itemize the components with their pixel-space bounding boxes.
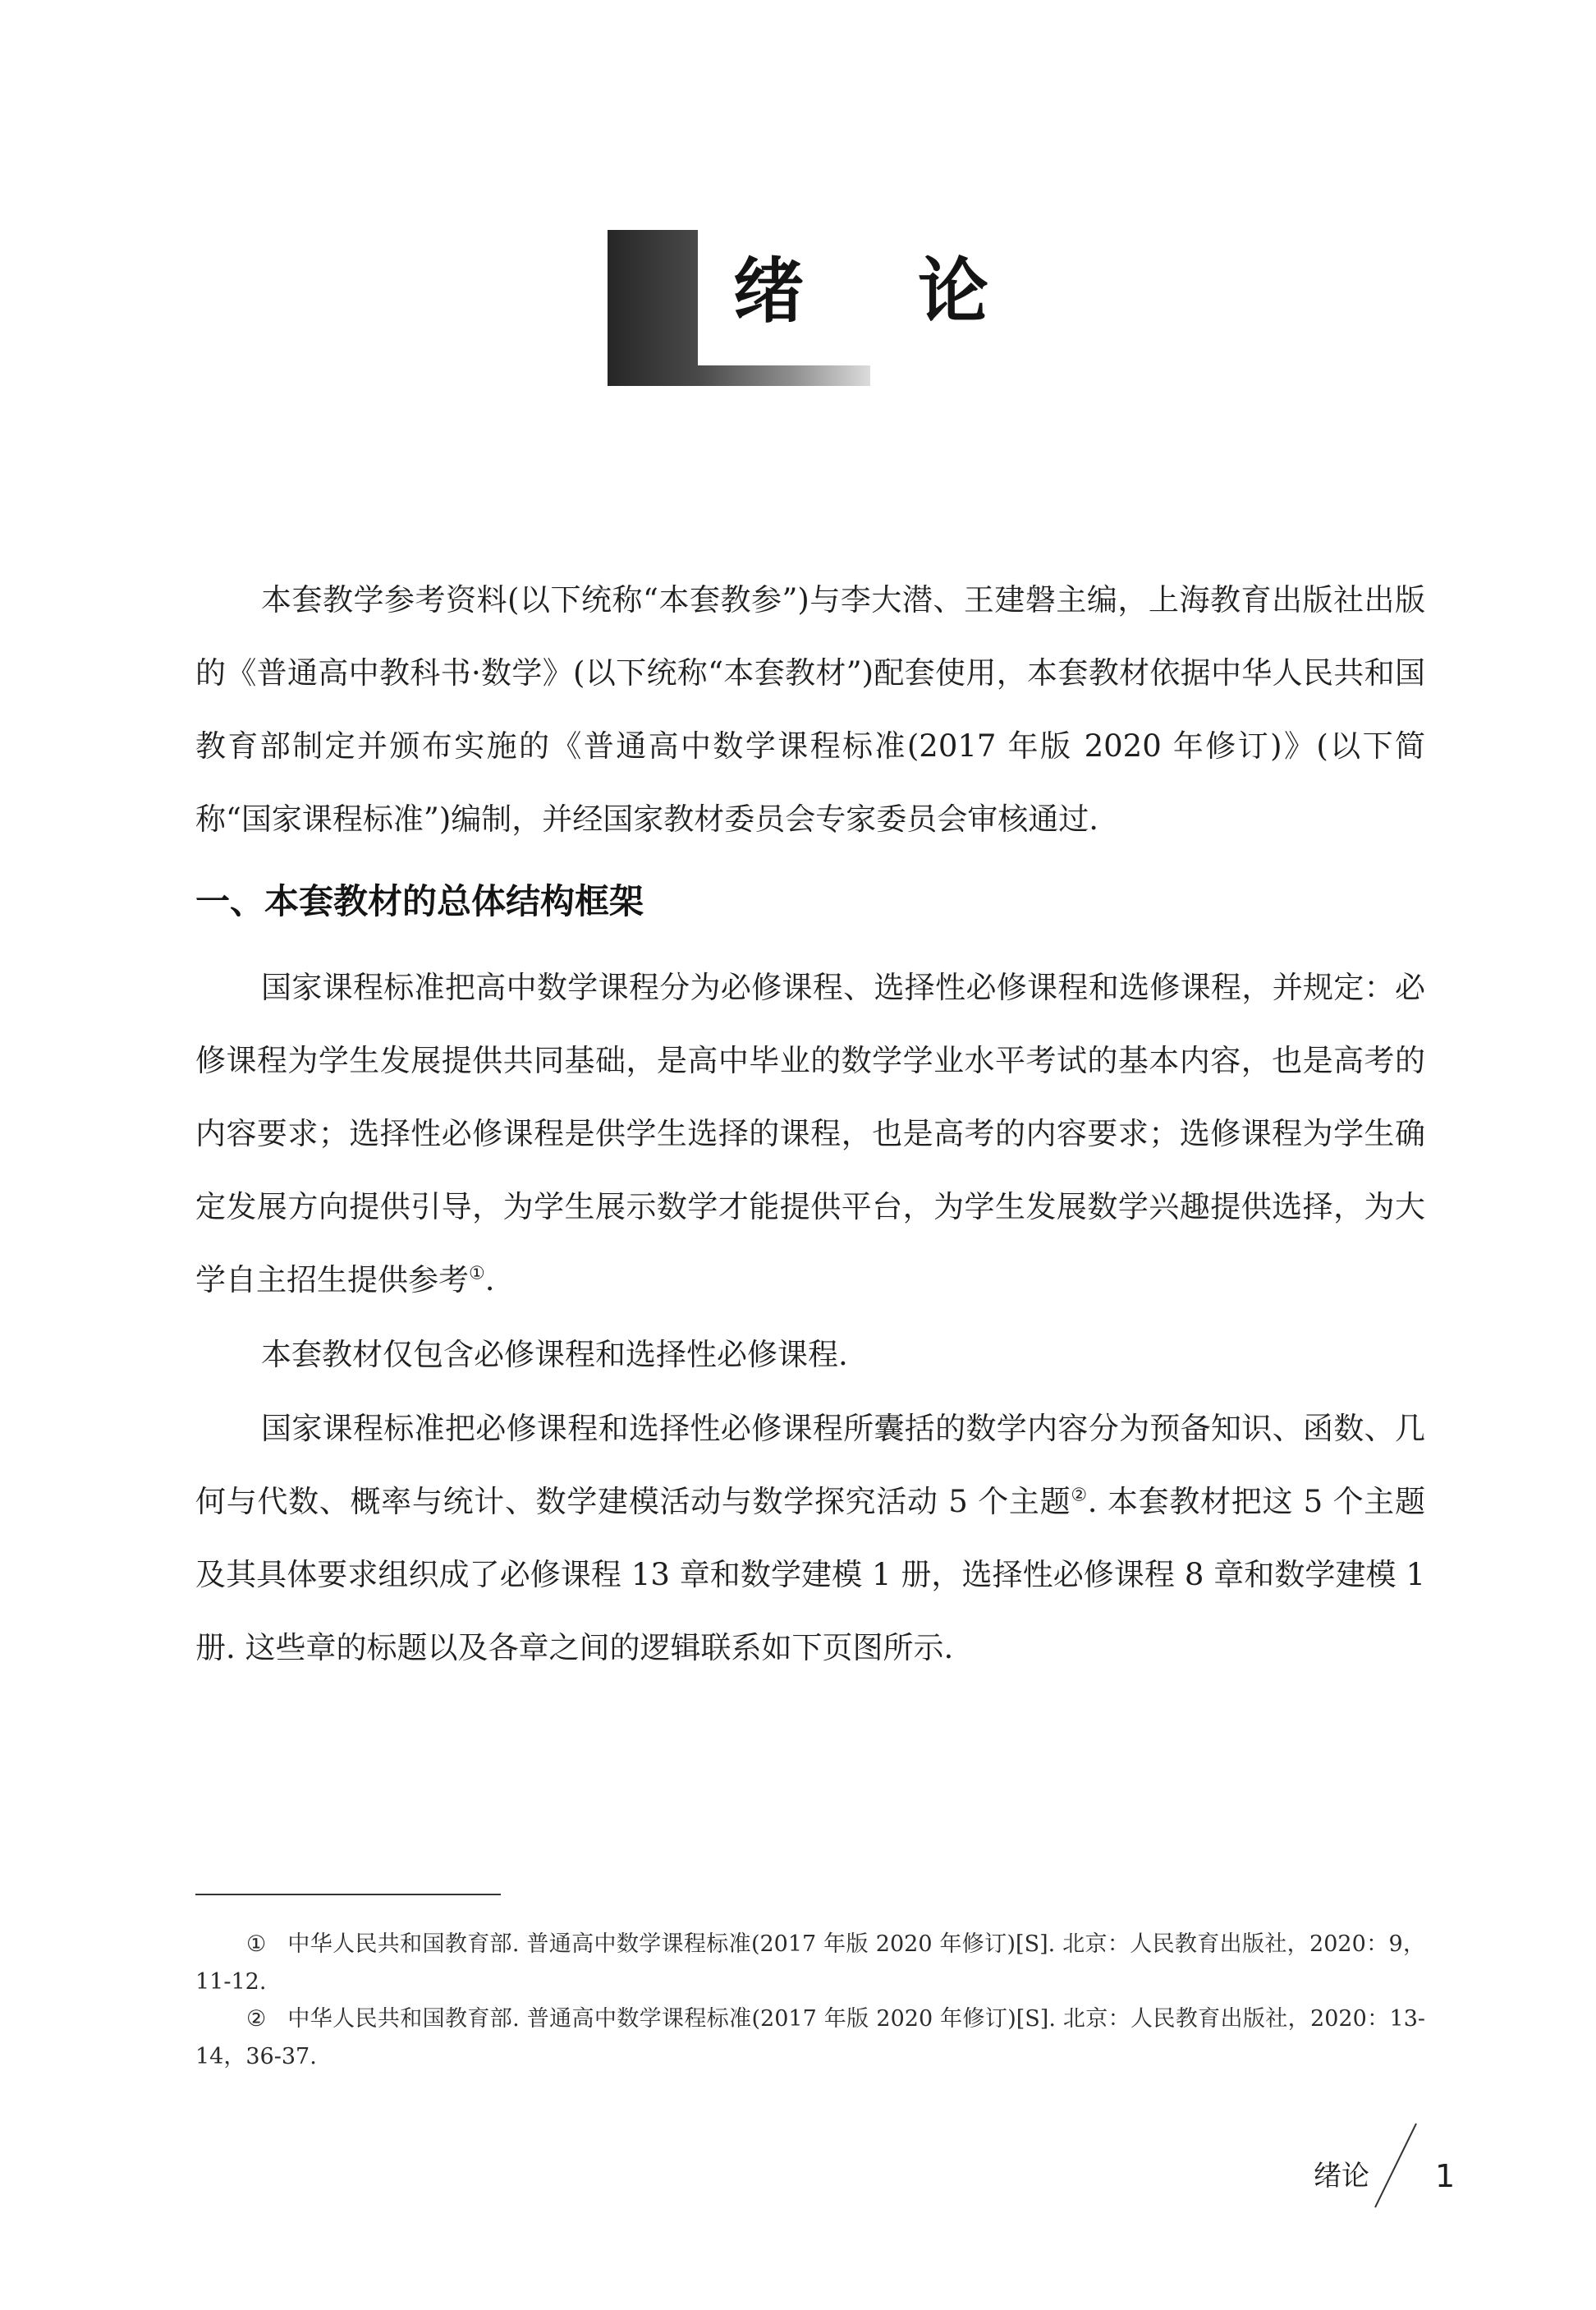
chapter-title-char-1: 绪 (733, 250, 804, 333)
section-paragraph-3-text-b: . 本套教材把这 5 个主题及其具体要求组织成了必修课程 13 章和数学建模 1 册，选择性必修课程 8 章和数学建模 1 册. 这些章的标题以及各章之间的逻辑联系如下页图所示. (195, 1484, 1425, 1665)
intro-paragraph: 本套教学参考资料(以下统称“本套教参”)与李大潜、王建磐主编，上海教育出版社出版的《普通高中教科书·数学》(以下统称“本套教材”)配套使用，本套教材依据中华人民共和国教育部制定并颁布实施的《普通高中数学课程标准(2017 年版 2020 年修订)》(以下简称“国家课程标准”)编制，并经国家教材委员会专家委员会审核通过. (195, 582, 1425, 837)
footnote-ref-1[interactable]: ① (469, 1263, 485, 1284)
chapter-title-char-2: 论 (918, 250, 988, 333)
footnote-divider (195, 1894, 501, 1895)
section-paragraph-3-text-a: 国家课程标准把必修课程和选择性必修课程所囊括的数学内容分为预备知识、函数、几何与代数、概率与统计、数学建模活动与数学探究活动 5 个主题 (195, 1411, 1425, 1519)
section-paragraph-1-end: . (484, 1262, 495, 1297)
section-paragraph-1-text: 国家课程标准把高中数学课程分为必修课程、选择性必修课程和选修课程，并规定：必修课程为学生发展提供共同基础，是高中毕业的数学学业水平考试的基本内容，也是高考的内容要求；选择性必修课程是供学生选择的课程，也是高考的内容要求；选修课程为学生确定发展方向提供引导，为学生展示数学才能提供平台，为学生发展数学兴趣提供选择，为大学自主招生提供参考 (195, 970, 1425, 1297)
footnote-2-text: 中华人民共和国教育部. 普通高中数学课程标准(2017 年版 2020 年修订)[S]. 北京：人民教育出版社，2020：13-14，36-37. (195, 2006, 1425, 2069)
footnote-1-text: 中华人民共和国教育部. 普通高中数学课程标准(2017 年版 2020 年修订)[S]. 北京：人民教育出版社，2020：9，11-12. (195, 1931, 1425, 1995)
section-paragraph-3 (195, 1392, 1425, 1684)
footnote-1-marker: ① (246, 1931, 267, 1957)
footnote-2-marker: ② (246, 2006, 267, 2032)
section-paragraph-2: 本套教材仅包含必修课程和选择性必修课程. (261, 1337, 848, 1372)
footnote-ref-2[interactable]: ② (1071, 1485, 1088, 1506)
section-paragraph-1 (195, 951, 1425, 1316)
footnote-2 (195, 2000, 1425, 2076)
page-number: 1 (1435, 2158, 1456, 2194)
page-separator-slash (1371, 2120, 1420, 2211)
running-title: 绪论 (1314, 2160, 1369, 2193)
section-heading: 一、本套教材的总体结构框架 (195, 881, 644, 921)
footnote-1 (195, 1926, 1425, 2001)
